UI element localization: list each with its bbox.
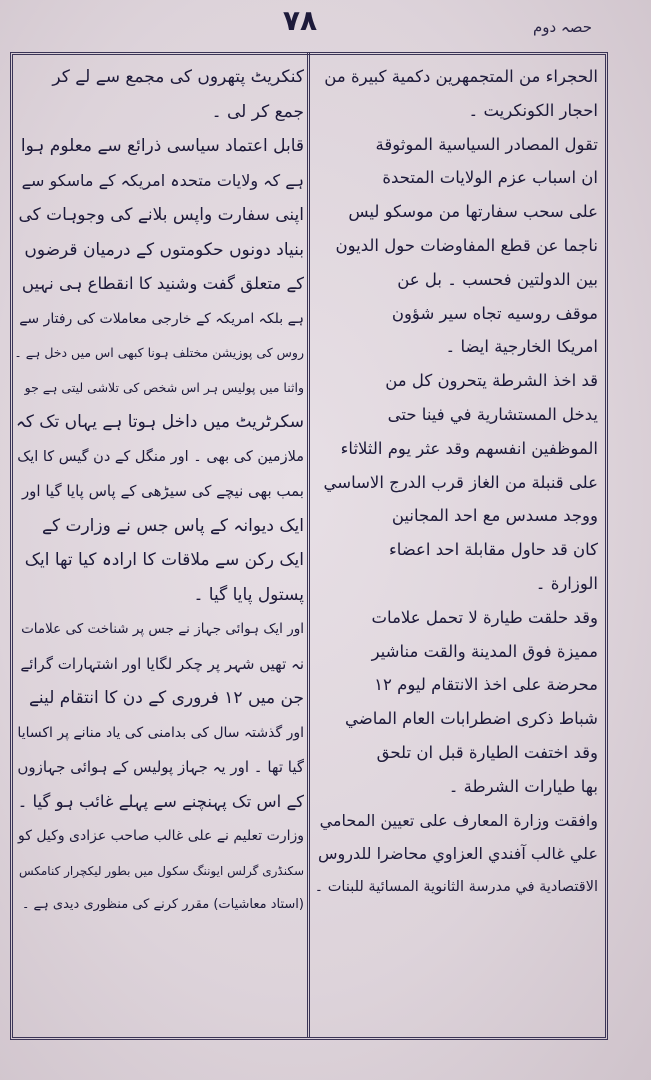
arabic-line: موقف روسيه تجاه سير شؤون: [391, 303, 598, 323]
urdu-line: اور گذشتہ سال کی بدامنی کی یاد منانے پر اکسایا: [17, 724, 304, 741]
urdu-line: کنکریٹ پتھروں کی مجمع سے لے کر: [52, 67, 304, 87]
urdu-line: واثنا میں پولیس ہر اس شخص کی تلاشی لیتی ہے جو: [24, 379, 304, 395]
arabic-line: محرضة على اخذ الانتقام ليوم ۱۲: [374, 675, 598, 695]
urdu-line: ایک دیوانہ کے پاس جس نے وزارت کے: [42, 515, 304, 536]
urdu-line: اور ایک ہوائی جہاز نے جس پر شناخت کی علامات: [21, 621, 304, 637]
urdu-line: گیا تھا ۔ اور یہ جہاز پولیس کے ہوائی جہازوں: [17, 758, 304, 776]
arabic-column: [314, 60, 598, 905]
urdu-line: کے اس تک پہنچنے سے پہلے غائب ہو گیا ۔: [17, 791, 304, 811]
arabic-line: ناجما عن قطع المفاوضات حول الديون: [335, 235, 598, 255]
urdu-line: سکرٹریٹ میں داخل ہوتا ہے یہاں تک کہ: [15, 412, 304, 432]
arabic-line: وقد اختفت الطيارة قبل ان تلحق: [376, 742, 598, 762]
section-label: حصہ دوم: [532, 18, 592, 36]
urdu-line: بمب بھی نیچے کی سیڑھی کے پاس پایا گیا اور: [21, 482, 304, 500]
urdu-line: ہے بلکہ امریکہ کے خارجی معاملات کی رفتار سے: [19, 310, 304, 327]
arabic-line: على سحب سفارتها من موسكو ليس: [348, 202, 598, 222]
urdu-line: کے متعلق گفت وشنید کا انقطاع ہی نہیں: [21, 274, 304, 293]
urdu-line: جن میں ۱۲ فروری کے دن کا انتقام لینے: [28, 688, 304, 708]
urdu-line: قابل اعتماد سیاسی ذرائع سے معلوم ہوا: [20, 136, 304, 156]
column-divider: [307, 52, 310, 1038]
urdu-line: اپنی سفارت واپس بلانے کی وجوہات کی: [18, 205, 304, 225]
arabic-line: وافقت وزارة المعارف على تعيين المحامي: [319, 810, 598, 830]
arabic-line: تقول المصادر السياسية الموثوقة: [375, 134, 598, 154]
arabic-line: بين الدولتين فحسب ۔ بل عن: [397, 269, 598, 289]
arabic-line: وقد حلقت طيارة لا تحمل علامات: [371, 607, 598, 627]
urdu-line: ملازمین کی بھی ۔ اور منگل کے دن گیس کا ایک: [17, 448, 304, 465]
urdu-line: پستول پایا گیا ۔: [193, 584, 304, 605]
arabic-line: بها طيارات الشرطة ۔: [448, 776, 598, 796]
arabic-line: الحجراء من المتجمهرين دكمية كبيرة من: [324, 67, 598, 86]
arabic-line: ووجد مسدس مع احد المجانين: [391, 506, 598, 526]
urdu-line: ایک رکن سے ملاقات کا ارادہ کیا تھا ایک: [24, 550, 304, 570]
urdu-line: بنیاد دونوں حکومتوں کے درمیان قرضوں: [24, 239, 304, 260]
urdu-line: روس کی پوزیشن مختلف ہونا کبھی اس میں دخل ہے ۔: [14, 345, 304, 360]
urdu-line: سکنڈری گرلس ایوننگ سکول میں بطور لیکچرار کنامکس: [18, 863, 304, 878]
arabic-line: كان قد حاول مقابلة احد اعضاء: [388, 540, 598, 560]
urdu-line: ہے کہ ولایات متحدہ امریکہ کے ماسکو سے: [21, 170, 304, 190]
urdu-column: [14, 60, 304, 923]
arabic-line: امريكا الخارجية ايضا ۔: [445, 337, 598, 357]
arabic-line: الموظفين انفسهم وقد عثر يوم الثلاثاء: [340, 438, 598, 458]
urdu-line: وزارت تعلیم نے علی غالب صاحب عزادی وکیل کو: [17, 828, 304, 844]
page-number: ۷۸: [282, 4, 318, 37]
urdu-line: (استاد معاشیات) مقرر کرنے کی منظوری دیدی ہے ۔: [21, 897, 304, 912]
arabic-line: شباط ذكرى اضطرابات العام الماضي: [344, 709, 598, 729]
arabic-line: مميزة فوق المدينة والقت مناشير: [371, 641, 598, 661]
urdu-line: نہ تھیں شہر پر چکر لگایا اور اشتہارات گرائے: [20, 654, 304, 673]
arabic-line: يدخل المستشارية في فينا حتى: [387, 404, 598, 424]
urdu-line: جمع کر لی ۔: [211, 101, 304, 122]
arabic-line: احجار الكونكريت ۔: [468, 100, 598, 120]
arabic-line: الوزارة ۔: [535, 573, 598, 593]
arabic-line: قد اخذ الشرطة يتحرون كل من: [385, 371, 598, 391]
arabic-line: الاقتصادية في مدرسة الثانوية المسائية للبنات ۔: [314, 879, 598, 896]
arabic-line: على قنبلة من الغاز قرب الدرج الاساسي: [323, 472, 598, 492]
arabic-line: علي غالب آفندي العزاوي محاضرا للدروس: [317, 844, 598, 864]
arabic-line: ان اسباب عزم الولايات المتحدة: [382, 168, 598, 188]
